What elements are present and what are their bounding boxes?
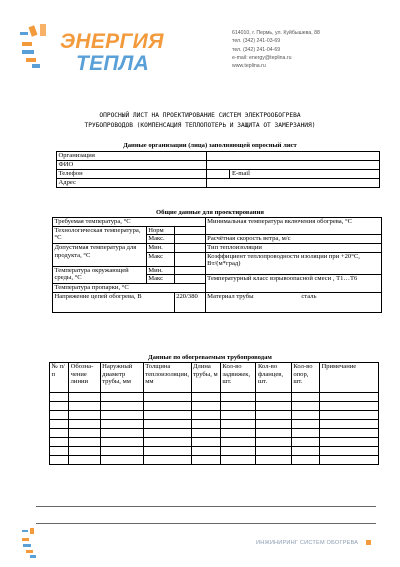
pipe-cell[interactable] [256, 447, 291, 456]
org-table [56, 151, 380, 188]
pipe-cell[interactable] [256, 456, 291, 465]
pipe-cell[interactable] [256, 420, 291, 429]
pipe-cell[interactable] [100, 393, 143, 402]
pipe-cell[interactable] [50, 420, 69, 429]
general-section-heading: Общие данные для проектирования [156, 209, 264, 216]
pipe-cell[interactable] [100, 456, 143, 465]
pipe-cell[interactable] [191, 438, 220, 447]
pipe-cell[interactable] [69, 393, 101, 402]
pipe-cell[interactable] [69, 420, 101, 429]
email-label: E-mail [230, 170, 380, 179]
logo-line2: ТЕПЛА [76, 52, 150, 75]
pipe-cell[interactable] [50, 429, 69, 438]
pipe-cell[interactable] [291, 456, 319, 465]
pipe-table-row [50, 402, 379, 411]
pipe-cell[interactable] [50, 447, 69, 456]
company-logo [18, 22, 193, 82]
pipe-cell[interactable] [143, 456, 191, 465]
allowed-min-input[interactable] [174, 244, 205, 253]
pipe-cell[interactable] [191, 447, 220, 456]
pipe-table-row [50, 420, 379, 429]
fio-label: ФИО [57, 161, 207, 170]
org-input[interactable] [206, 152, 379, 161]
pipe-cell[interactable] [143, 402, 191, 411]
pipe-cell[interactable] [100, 411, 143, 420]
pipe-table-header [50, 363, 379, 393]
pipe-material-value: сталь [300, 293, 382, 313]
pipe-cell[interactable] [256, 402, 291, 411]
logo-line1: ЭНЕРГИЯ [60, 30, 164, 53]
pipe-cell[interactable] [100, 402, 143, 411]
pipe-cell[interactable] [291, 393, 319, 402]
pipe-cell[interactable] [256, 393, 291, 402]
norm-label: Норм [146, 226, 174, 235]
col-number: № п/п [50, 363, 69, 393]
signature-line-1 [36, 506, 376, 507]
address-input[interactable] [206, 179, 379, 188]
col-valves: Кол-во задвижек, шт. [220, 363, 256, 393]
pipe-cell[interactable] [100, 447, 143, 456]
pipe-cell[interactable] [256, 411, 291, 420]
max-label: Макс. [146, 235, 174, 244]
pipe-cell[interactable] [291, 438, 319, 447]
col-diameter: Наружный диаметр трубы, мм [100, 363, 143, 393]
contact-email: e-mail: energy@teplina.ru [232, 54, 292, 61]
pipe-cell[interactable] [100, 438, 143, 447]
contact-phone-2: тел. (342) 241-04-69 [232, 46, 281, 53]
pipe-cell[interactable] [191, 393, 220, 402]
pipe-cell[interactable] [319, 438, 378, 447]
phone-label: Телефон [57, 170, 207, 179]
pipe-cell[interactable] [50, 438, 69, 447]
footer-square-icon [366, 540, 371, 545]
pipe-cell[interactable] [291, 411, 319, 420]
pipe-material-label: Материал трубы [205, 293, 300, 313]
footer-tagline: ИНЖИНИРИНГ СИСТЕМ ОБОГРЕВА [256, 540, 359, 546]
ambient-min-input[interactable] [174, 266, 205, 275]
pipe-cell[interactable] [220, 393, 256, 402]
general-table [52, 217, 382, 313]
pipe-cell[interactable] [50, 393, 69, 402]
logo-sun-icon [18, 24, 58, 74]
pipe-cell[interactable] [50, 456, 69, 465]
pipe-section-heading: Данные по обогреваемым трубопроводам [148, 354, 272, 361]
conductivity-label: Коэффициент теплопроводности изоляции при +20°С, Вт/(м*град) [205, 252, 381, 275]
pipe-cell[interactable] [291, 447, 319, 456]
pipe-cell[interactable] [220, 456, 256, 465]
address-label: Адрес [57, 179, 207, 188]
pipe-cell[interactable] [191, 456, 220, 465]
steam-temp-label: Температура пропарки, °С [53, 284, 206, 293]
pipe-cell[interactable] [69, 402, 101, 411]
title-line-1: ОПРОСНЫЙ ЛИСТ НА ПРОЕКТИРОВАНИЕ СИСТЕМ ЭЛЕКТРООБОГРЕВА [99, 112, 301, 119]
signature-line-2 [36, 523, 376, 524]
pipe-cell[interactable] [220, 429, 256, 438]
max-input[interactable] [174, 235, 205, 244]
pipe-table-row [50, 456, 379, 465]
org-label: Организация [57, 152, 207, 161]
pipe-cell[interactable] [50, 402, 69, 411]
pipe-cell[interactable] [69, 438, 101, 447]
pipe-cell[interactable] [220, 447, 256, 456]
pipe-cell[interactable] [143, 420, 191, 429]
pipe-cell[interactable] [220, 402, 256, 411]
pipe-cell[interactable] [100, 429, 143, 438]
ambient-min-label: Мин. [146, 266, 174, 275]
pipe-cell[interactable] [69, 456, 101, 465]
pipe-table [49, 362, 379, 465]
org-section-heading: Данные организации (лица) заполняющей опросный лист [123, 142, 297, 149]
pipe-cell[interactable] [143, 429, 191, 438]
pipe-cell[interactable] [191, 429, 220, 438]
col-supports: Кол-во опор, шт. [291, 363, 319, 393]
ambient-max-label: Макс [146, 275, 174, 284]
insulation-type-label: Тип теплоизоляции [205, 244, 381, 253]
pipe-table-row [50, 429, 379, 438]
pipe-cell[interactable] [191, 420, 220, 429]
pipe-cell[interactable] [256, 438, 291, 447]
pipe-cell[interactable] [69, 447, 101, 456]
pipe-cell[interactable] [319, 456, 378, 465]
req-temp-label: Требуемая температура, °С [53, 218, 206, 227]
title-line-2: ТРУБОПРОВОДОВ (КОМПЕНСАЦИЯ ТЕПЛОПОТЕРЬ И ЗАЩИТА ОТ ЗАМЕРЗАНИЯ) [84, 122, 316, 129]
pipe-cell[interactable] [69, 411, 101, 420]
pipe-table-row [50, 411, 379, 420]
pipe-cell[interactable] [291, 429, 319, 438]
pipe-cell[interactable] [220, 420, 256, 429]
col-length: Длина трубы, м [191, 363, 220, 393]
min-on-temp-label: Минимальная температура включения обогрева, °С [205, 218, 381, 235]
contact-block [232, 29, 320, 70]
col-insulation: Толщина теплоизоляции, мм [143, 363, 191, 393]
pipe-table-row [50, 447, 379, 456]
pipe-cell[interactable] [100, 420, 143, 429]
allowed-max-label: Макс [146, 252, 174, 266]
pipe-cell[interactable] [69, 429, 101, 438]
pipe-cell[interactable] [220, 438, 256, 447]
contact-address: 614010, г. Пермь, ул. Куйбышева, 88 [232, 30, 320, 36]
contact-website: www.teplina.ru [232, 63, 266, 70]
voltage-label: Напряжение цепей обогрева, В [53, 293, 175, 313]
pipe-table-row [50, 438, 379, 447]
col-note: Примечание [319, 363, 378, 393]
pipe-cell[interactable] [319, 402, 378, 411]
pipe-cell[interactable] [291, 402, 319, 411]
col-flanges: Кол-во фланцев, шт. [256, 363, 291, 393]
pipe-cell[interactable] [319, 393, 378, 402]
pipe-table-row [50, 393, 379, 402]
pipe-cell[interactable] [143, 447, 191, 456]
contact-phone-1: тел. (342) 241-03-69 [232, 38, 281, 45]
wind-speed-label: Расчётная скорость ветра, м/с [205, 235, 381, 244]
fio-input[interactable] [206, 161, 379, 170]
phone-input[interactable] [206, 170, 230, 179]
pipe-cell[interactable] [220, 411, 256, 420]
ambient-temp-label: Температура окружающей среды, °С [53, 266, 147, 284]
pipe-cell[interactable] [191, 411, 220, 420]
pipe-cell[interactable] [143, 393, 191, 402]
pipe-cell[interactable] [191, 402, 220, 411]
footer-logo-icon [20, 528, 46, 560]
pipe-cell[interactable] [319, 411, 378, 420]
voltage-value: 220/380 [174, 293, 205, 313]
pipe-cell[interactable] [319, 420, 378, 429]
norm-input[interactable] [174, 226, 205, 235]
pipe-cell[interactable] [256, 429, 291, 438]
ambient-max-input[interactable] [174, 275, 205, 284]
pipe-cell[interactable] [143, 438, 191, 447]
pipe-cell[interactable] [50, 411, 69, 420]
allowed-temp-label: Допустимая температура для продукта, °С [53, 244, 147, 267]
tech-temp-label: Технологическая температура, °С [53, 226, 147, 244]
pipe-cell[interactable] [319, 447, 378, 456]
allowed-min-label: Мин. [146, 244, 174, 253]
pipe-cell[interactable] [291, 420, 319, 429]
pipe-cell[interactable] [319, 429, 378, 438]
temp-class-label: Температурный класс взрывоопасной смеси , Т1…Т6 [205, 275, 381, 293]
document-title [10, 111, 390, 131]
allowed-max-input[interactable] [174, 252, 205, 266]
pipe-cell[interactable] [143, 411, 191, 420]
col-line: Обозна-чение линии [69, 363, 101, 393]
